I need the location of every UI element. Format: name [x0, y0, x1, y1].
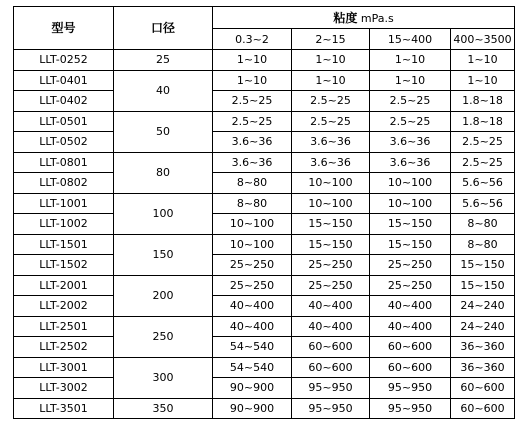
viscosity-value-cell: 95~950 [292, 398, 370, 419]
viscosity-value-cell: 2.5~25 [451, 132, 515, 153]
viscosity-value-cell: 90~900 [213, 398, 292, 419]
viscosity-value-cell: 10~100 [213, 234, 292, 255]
viscosity-value-cell: 5.6~56 [451, 193, 515, 214]
viscosity-value-cell: 95~950 [370, 398, 451, 419]
viscosity-value-cell: 15~150 [292, 234, 370, 255]
viscosity-value-cell: 3.6~36 [213, 152, 292, 173]
viscosity-value-cell: 10~100 [292, 193, 370, 214]
model-cell: LLT-0401 [14, 70, 114, 91]
diameter-cell: 100 [114, 193, 213, 234]
viscosity-value-cell: 1.8~18 [451, 111, 515, 132]
table-row [14, 50, 515, 71]
viscosity-value-cell: 15~150 [451, 255, 515, 276]
viscosity-value-cell: 8~80 [451, 214, 515, 235]
viscosity-value-cell: 8~80 [451, 234, 515, 255]
viscosity-value-cell: 95~950 [292, 378, 370, 399]
table-row [14, 255, 515, 276]
viscosity-value-cell: 1~10 [213, 50, 292, 71]
viscosity-value-cell: 25~250 [370, 275, 451, 296]
header-viscosity [213, 7, 515, 29]
viscosity-value-cell: 60~600 [370, 337, 451, 358]
table-row [14, 152, 515, 173]
table-row [14, 173, 515, 194]
viscosity-value-cell: 2.5~25 [213, 111, 292, 132]
diameter-cell: 25 [114, 50, 213, 71]
viscosity-value-cell: 3.6~36 [292, 152, 370, 173]
viscosity-value-cell: 60~600 [292, 337, 370, 358]
viscosity-value-cell: 40~400 [213, 316, 292, 337]
table-body [14, 50, 515, 419]
table-row [14, 357, 515, 378]
model-cell: LLT-2002 [14, 296, 114, 317]
model-cell: LLT-2502 [14, 337, 114, 358]
viscosity-value-cell: 40~400 [370, 296, 451, 317]
viscosity-value-cell: 1~10 [451, 70, 515, 91]
viscosity-value-cell: 8~80 [213, 173, 292, 194]
viscosity-value-cell: 25~250 [370, 255, 451, 276]
viscosity-value-cell: 1~10 [213, 70, 292, 91]
viscosity-value-cell: 8~80 [213, 193, 292, 214]
spec-table-container [13, 6, 514, 419]
diameter-cell: 150 [114, 234, 213, 275]
viscosity-value-cell: 10~100 [292, 173, 370, 194]
viscosity-value-cell: 36~360 [451, 337, 515, 358]
viscosity-value-cell: 15~150 [292, 214, 370, 235]
viscosity-value-cell: 3.6~36 [370, 152, 451, 173]
viscosity-spec-table [13, 6, 515, 419]
model-cell: LLT-0252 [14, 50, 114, 71]
model-cell: LLT-1002 [14, 214, 114, 235]
model-cell: LLT-3001 [14, 357, 114, 378]
header-viscosity-label: 粘度 [333, 10, 358, 25]
viscosity-value-cell: 54~540 [213, 357, 292, 378]
diameter-cell: 50 [114, 111, 213, 152]
model-cell: LLT-1001 [14, 193, 114, 214]
table-row [14, 398, 515, 419]
header-range-1: 0.3~2 [213, 29, 292, 50]
viscosity-value-cell: 15~150 [451, 275, 515, 296]
viscosity-value-cell: 15~150 [370, 214, 451, 235]
model-cell: LLT-0502 [14, 132, 114, 153]
viscosity-value-cell: 1~10 [292, 50, 370, 71]
viscosity-value-cell: 54~540 [213, 337, 292, 358]
model-cell: LLT-2001 [14, 275, 114, 296]
viscosity-value-cell: 60~600 [370, 357, 451, 378]
viscosity-value-cell: 2.5~25 [292, 91, 370, 112]
viscosity-value-cell: 36~360 [451, 357, 515, 378]
header-range-2: 2~15 [292, 29, 370, 50]
viscosity-value-cell: 90~900 [213, 378, 292, 399]
model-cell: LLT-0802 [14, 173, 114, 194]
viscosity-value-cell: 40~400 [292, 316, 370, 337]
diameter-cell: 80 [114, 152, 213, 193]
viscosity-value-cell: 2.5~25 [292, 111, 370, 132]
header-range-3: 15~400 [370, 29, 451, 50]
header-model: 型号 [14, 7, 114, 50]
diameter-cell: 200 [114, 275, 213, 316]
header-range-4: 400~3500 [451, 29, 515, 50]
viscosity-value-cell: 40~400 [292, 296, 370, 317]
viscosity-value-cell: 2.5~25 [451, 152, 515, 173]
diameter-cell: 300 [114, 357, 213, 398]
viscosity-value-cell: 1~10 [370, 70, 451, 91]
viscosity-value-cell: 10~100 [370, 173, 451, 194]
viscosity-value-cell: 60~600 [451, 398, 515, 419]
viscosity-value-cell: 10~100 [370, 193, 451, 214]
table-row [14, 316, 515, 337]
viscosity-value-cell: 40~400 [370, 316, 451, 337]
table-row [14, 70, 515, 91]
diameter-cell: 350 [114, 398, 213, 419]
table-row [14, 296, 515, 317]
viscosity-value-cell: 25~250 [292, 255, 370, 276]
model-cell: LLT-0801 [14, 152, 114, 173]
model-cell: LLT-3501 [14, 398, 114, 419]
viscosity-value-cell: 95~950 [370, 378, 451, 399]
viscosity-value-cell: 5.6~56 [451, 173, 515, 194]
model-cell: LLT-0501 [14, 111, 114, 132]
model-cell: LLT-0402 [14, 91, 114, 112]
viscosity-value-cell: 3.6~36 [213, 132, 292, 153]
viscosity-value-cell: 1~10 [370, 50, 451, 71]
viscosity-value-cell: 2.5~25 [370, 91, 451, 112]
table-row [14, 214, 515, 235]
table-row [14, 234, 515, 255]
table-row [14, 91, 515, 112]
table-row [14, 275, 515, 296]
viscosity-value-cell: 2.5~25 [213, 91, 292, 112]
viscosity-value-cell: 24~240 [451, 296, 515, 317]
viscosity-value-cell: 1.8~18 [451, 91, 515, 112]
viscosity-value-cell: 3.6~36 [370, 132, 451, 153]
table-row [14, 111, 515, 132]
model-cell: LLT-1501 [14, 234, 114, 255]
model-cell: LLT-2501 [14, 316, 114, 337]
viscosity-value-cell: 60~600 [292, 357, 370, 378]
table-row [14, 132, 515, 153]
model-cell: LLT-3002 [14, 378, 114, 399]
header-viscosity-unit: mPa.s [360, 11, 394, 25]
model-cell: LLT-1502 [14, 255, 114, 276]
table-row [14, 378, 515, 399]
viscosity-value-cell: 10~100 [213, 214, 292, 235]
viscosity-value-cell: 1~10 [451, 50, 515, 71]
table-row [14, 193, 515, 214]
viscosity-value-cell: 3.6~36 [292, 132, 370, 153]
viscosity-value-cell: 24~240 [451, 316, 515, 337]
viscosity-value-cell: 25~250 [213, 275, 292, 296]
viscosity-value-cell: 1~10 [292, 70, 370, 91]
viscosity-value-cell: 25~250 [213, 255, 292, 276]
diameter-cell: 40 [114, 70, 213, 111]
viscosity-value-cell: 2.5~25 [370, 111, 451, 132]
table-row [14, 337, 515, 358]
viscosity-value-cell: 15~150 [370, 234, 451, 255]
header-diameter: 口径 [114, 7, 213, 50]
viscosity-value-cell: 60~600 [451, 378, 515, 399]
viscosity-value-cell: 25~250 [292, 275, 370, 296]
diameter-cell: 250 [114, 316, 213, 357]
viscosity-value-cell: 40~400 [213, 296, 292, 317]
